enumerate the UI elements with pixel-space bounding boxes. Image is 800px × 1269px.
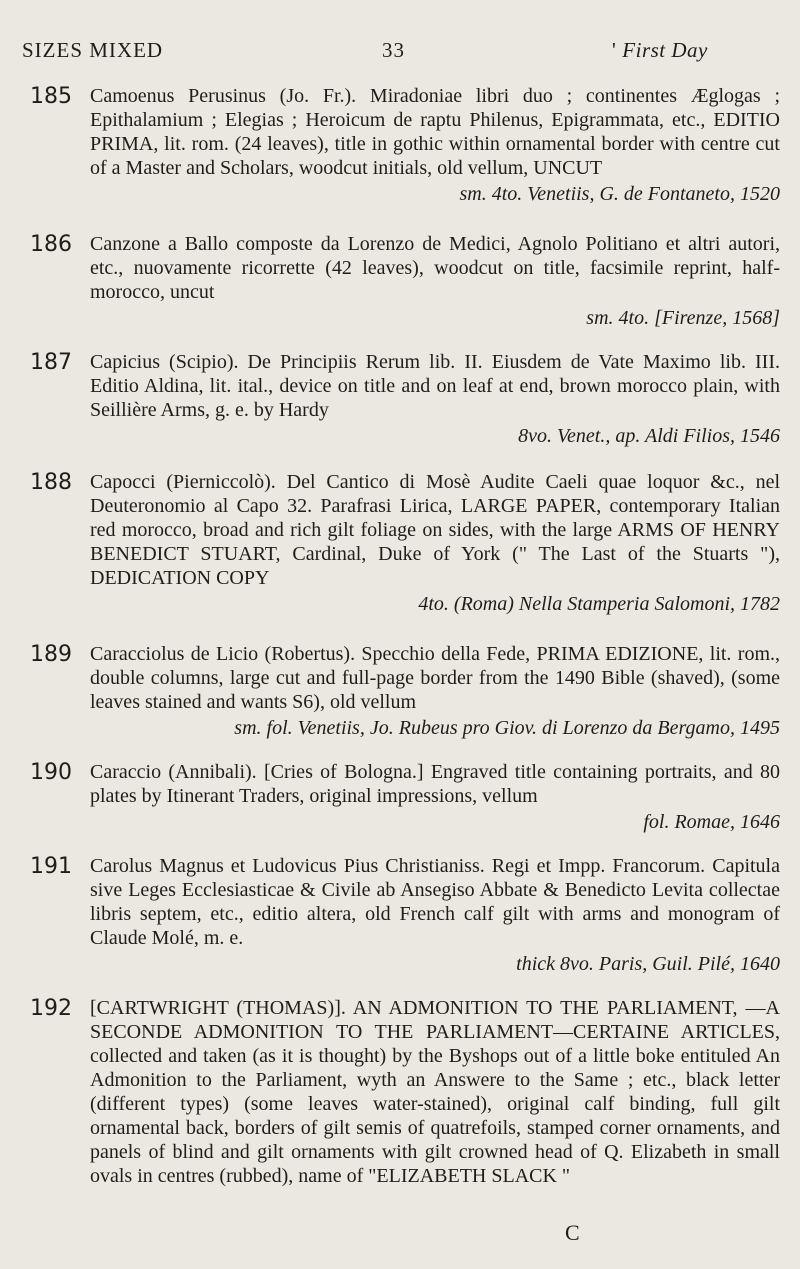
entry-description: Capicius (Scipio). De Principiis Rerum lib. II. Eiusdem de Vate Maximo lib. III. Editio Aldina, lit. ital., device on title and on leaf at end, brown morocco plain, with Seillière Arms, g. e. by Hardy <box>90 351 780 421</box>
day-heading <box>612 38 708 63</box>
entry-description: Capocci (Pierniccolò). Del Cantico di Mosè Audite Caeli quae loquor &c., nel Deuteronomio al Capo 32. Parafrasi Lirica, LARGE PAPER, contemporary Italian red morocco, broad and rich gilt foliage on sides, with the large ARMS OF HENRY BENEDICT STUART, Cardinal, Duke of York (" The Last of the Stuarts "), DEDICATION COPY <box>90 471 780 589</box>
catalogue-entry <box>0 232 800 330</box>
entry-description: Caraccio (Annibali). [Cries of Bologna.] Engraved title containing portraits, and 80 plates by Itinerant Traders, original impressions, vellum <box>90 761 780 807</box>
catalogue-entry <box>0 996 800 1188</box>
entry-imprint: 8vo. Venet., ap. Aldi Filios, 1546 <box>518 425 780 447</box>
catalogue-entry <box>0 350 800 448</box>
entry-text <box>90 642 780 740</box>
page-number: 33 <box>382 38 405 62</box>
entry-description: Carolus Magnus et Ludovicus Pius Christianiss. Regi et Impp. Francorum. Capitula sive Leges Ecclesiasticae & Civile ab Ansegiso Abbate & Benedicto Levita collectae libris septem, etc., editio altera, old French calf gilt with arms and monogram of Claude Molé, m. e. <box>90 855 780 949</box>
lot-number: 191 <box>30 854 72 879</box>
entry-text <box>90 470 780 616</box>
entry-text <box>90 996 780 1188</box>
lot-number: 187 <box>30 350 72 375</box>
entry-description: Caracciolus de Licio (Robertus). Specchio della Fede, PRIMA EDIZIONE, lit. rom., double columns, large cut and full-page border from the 1490 Bible (shaved), (some leaves stained and wants S6), old vellum <box>90 643 780 713</box>
lot-number: 188 <box>30 470 72 495</box>
running-header <box>0 38 800 68</box>
lot-number: 186 <box>30 232 72 257</box>
catalogue-entry <box>0 470 800 616</box>
entry-description: Camoenus Perusinus (Jo. Fr.). Miradoniae libri duo ; continentes Æglogas ; Epithalamium ; Elegias ; Heroicum de raptu Philenus, Epigrammata, etc., EDITIO PRIMA, lit. rom. (24 leaves), title in gothic within ornamental border with centre cut of a Master and Scholars, woodcut initials, old vellum, UNCUT <box>90 85 780 179</box>
entry-text <box>90 232 780 330</box>
entry-description: [CARTWRIGHT (THOMAS)]. AN ADMONITION TO THE PARLIAMENT, —A SECONDE ADMONITION TO THE PARLIAMENT—CERTAINE ARTICLES, collected and taken (as it is thought) by the Byshops out of a little boke entituled An Admonition to the Parliament, wyth an Answere to the Same ; etc., black letter (different types) (some leaves water-stained), original calf binding, full gilt ornamental back, borders of gilt semis of quatrefoils, stamped corner ornaments, and panels of blind and gilt ornaments with gilt crowned head of Q. Elizabeth in small ovals in centres (rubbed), name of "ELIZABETH SLACK " <box>90 997 780 1187</box>
day-heading-text: First Day <box>622 38 708 62</box>
entry-text <box>90 760 780 834</box>
entry-description: Canzone a Ballo composte da Lorenzo de Medici, Agnolo Politiano et altri autori, etc., nuovamente ricorrette (42 leaves), woodcut on title, facsimile reprint, half-morocco, uncut <box>90 233 780 303</box>
catalogue-entry <box>0 84 800 206</box>
entry-imprint: sm. 4to. Venetiis, G. de Fontaneto, 1520 <box>459 183 780 205</box>
signature-mark: C <box>565 1220 580 1245</box>
entry-imprint: 4to. (Roma) Nella Stamperia Salomoni, 1782 <box>418 593 780 615</box>
catalogue-entries <box>0 84 800 1212</box>
section-title: SIZES MIXED <box>22 38 164 62</box>
lot-number: 192 <box>30 996 72 1021</box>
entry-imprint: sm. fol. Venetiis, Jo. Rubeus pro Giov. di Lorenzo da Bergamo, 1495 <box>234 717 780 739</box>
catalogue-entry <box>0 760 800 834</box>
entry-imprint: thick 8vo. Paris, Guil. Pilé, 1640 <box>516 953 780 975</box>
lot-number: 189 <box>30 642 72 667</box>
catalogue-entry <box>0 642 800 740</box>
entry-text <box>90 350 780 448</box>
entry-imprint: sm. 4to. [Firenze, 1568] <box>586 307 780 329</box>
entry-imprint: fol. Romae, 1646 <box>643 811 780 833</box>
entry-text <box>90 84 780 206</box>
lot-number: 185 <box>30 84 72 109</box>
lot-number: 190 <box>30 760 72 785</box>
catalogue-entry <box>0 854 800 976</box>
entry-text <box>90 854 780 976</box>
mark: ' <box>612 38 617 62</box>
